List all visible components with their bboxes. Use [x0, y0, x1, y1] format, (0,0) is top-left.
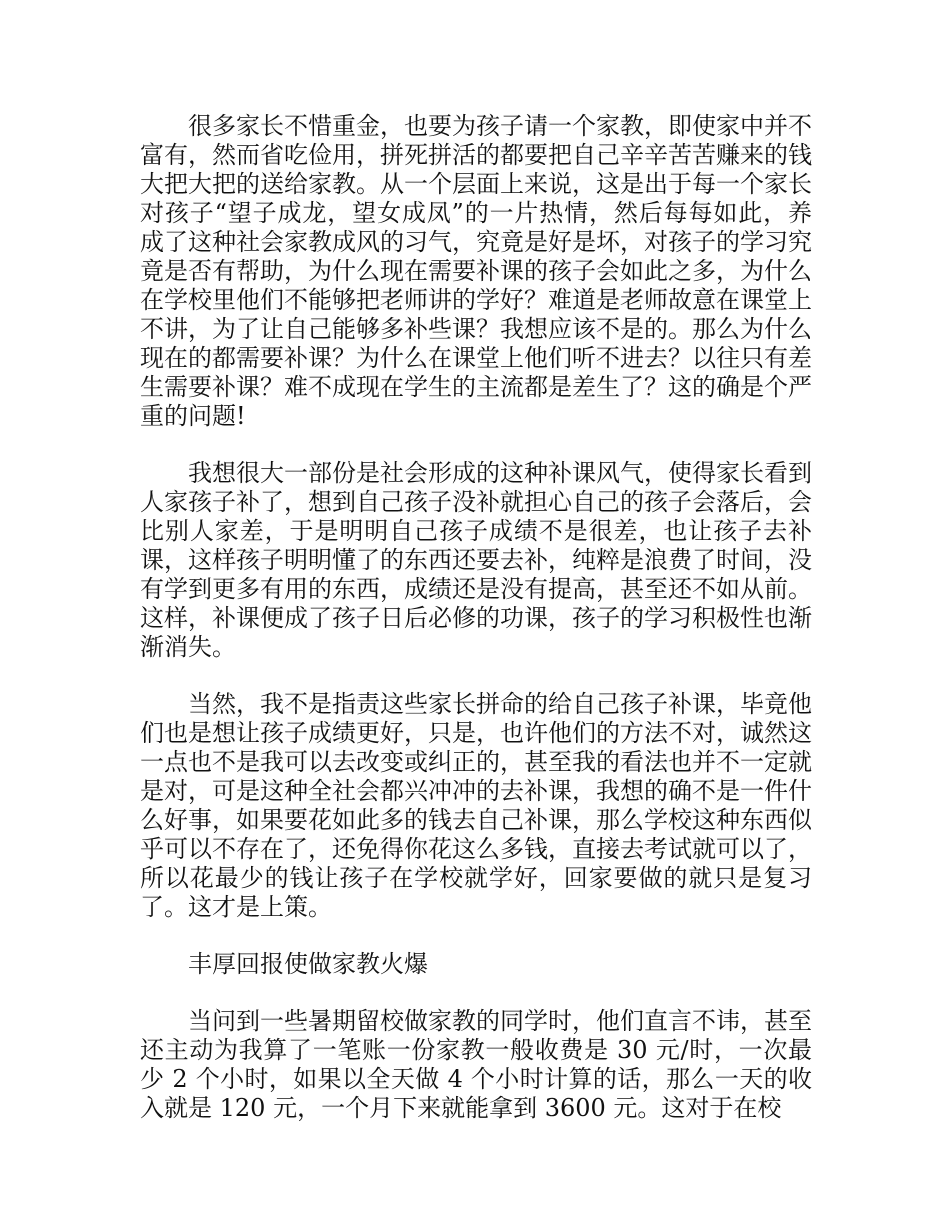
- document-body: [140, 112, 812, 1151]
- paragraph-3: 当然，我不是指责这些家长拼命的给自己孩子补课，毕竟他们也是想让孩子成绩更好，只是，也许他们的方法不对，诚然这一点也不是我可以去改变或纠正的，甚至我的看法也并不一定就是对，可是这种全社会都兴冲冲的去补课，我想的确不是一件什么好事，如果要花如此多的钱去自己补课，那么学校这种东西似乎可以不存在了，还免得你花这么多钱，直接去考试就可以了，所以花最少的钱让孩子在学校就学好，回家要做的就只是复习了。这才是上策。: [140, 690, 812, 921]
- paragraph-2: 我想很大一部份是社会形成的这种补课风气，使得家长看到人家孩子补了，想到自己孩子没补就担心自己的孩子会落后，会比别人家差，于是明明自己孩子成绩不是很差，也让孩子去补课，这样孩子明明懂了的东西还要去补，纯粹是浪费了时间，没有学到更多有用的东西，成绩还是没有提高，甚至还不如从前。这样，补课便成了孩子日后必修的功课，孩子的学习积极性也渐渐消失。: [140, 459, 812, 661]
- paragraph-1: 很多家长不惜重金，也要为孩子请一个家教，即使家中并不富有，然而省吃俭用，拼死拼活的都要把自己辛辛苦苦赚来的钱大把大把的送给家教。从一个层面上来说，这是出于每一个家长对孩子“望子成龙，望女成凤”的一片热情，然后每每如此，养成了这种社会家教成风的习气，究竟是好是坏，对孩子的学习究竟是否有帮助，为什么现在需要补课的孩子会如此之多，为什么在学校里他们不能够把老师讲的学好？难道是老师故意在课堂上不讲，为了让自己能够多补些课？我想应该不是的。那么为什么现在的都需要补课？为什么在课堂上他们听不进去？以往只有差生需要补课？难不成现在学生的主流都是差生了？这的确是个严重的问题!: [140, 112, 812, 430]
- section-heading: 丰厚回报使做家教火爆: [188, 950, 428, 978]
- paragraph-4: 当问到一些暑期留校做家教的同学时，他们直言不讳，甚至还主动为我算了一笔账一份家教一般收费是 30 元/时，一次最少 2 个小时，如果以全天做 4 个小时计算的话，那么一天的收入就是 120 元，一个月下来就能拿到 3600 元。这对于在校: [140, 1007, 812, 1122]
